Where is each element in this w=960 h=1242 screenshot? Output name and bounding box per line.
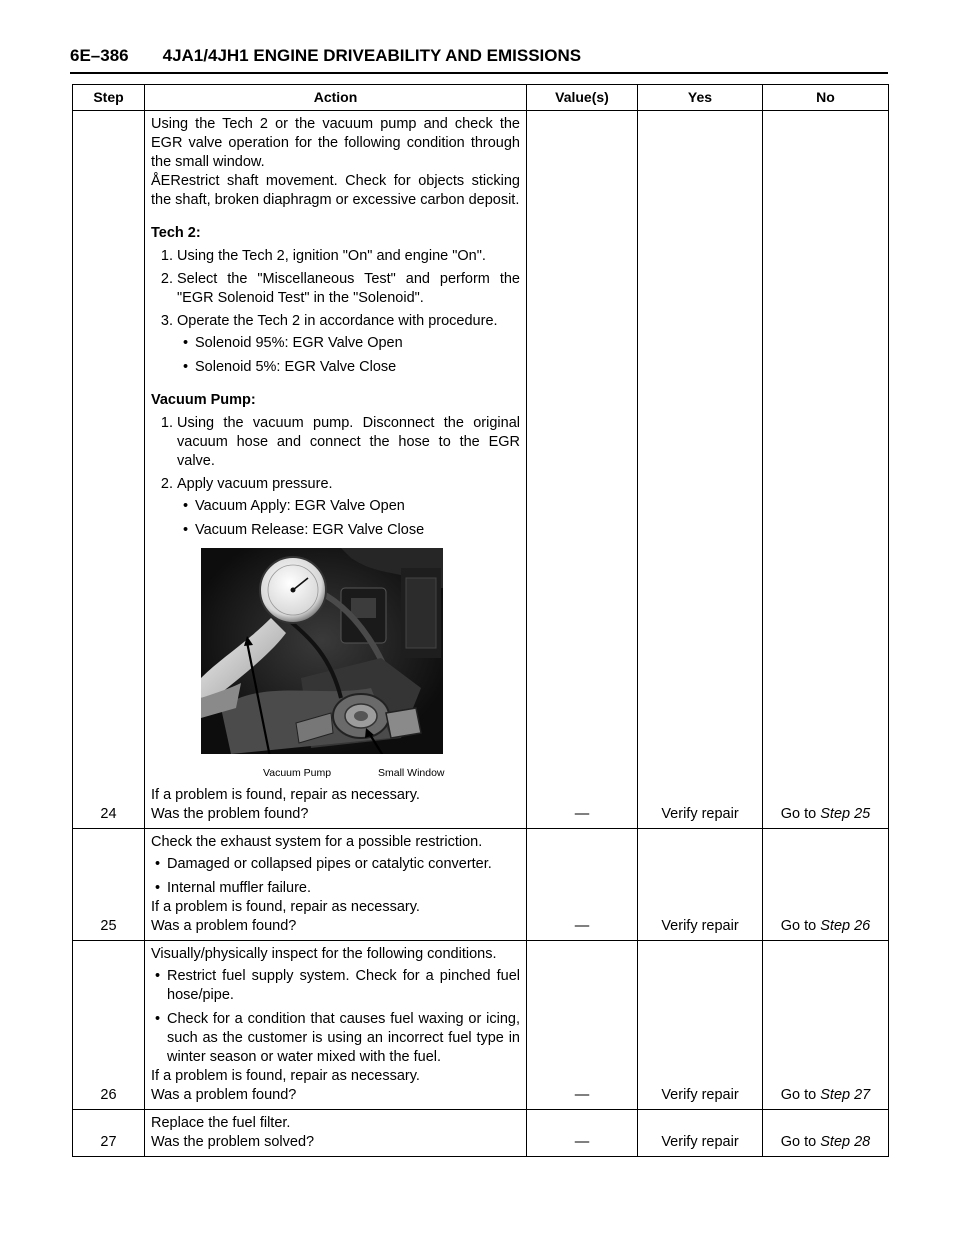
value-cell: — bbox=[527, 941, 638, 1110]
action-restrict-note: ÅERestrict shaft movement. Check for objects sticking the shaft, broken diaphragm or excessive carbon deposit. bbox=[151, 173, 520, 208]
list-item bbox=[177, 475, 520, 540]
list-item: • Check for a condition that causes fuel waxing or icing, such as the customer is using an incorrect fuel type in winter season or water mixed with the fuel. bbox=[167, 1010, 520, 1067]
question: Was the problem found? bbox=[151, 806, 309, 822]
table-row-step-27 bbox=[73, 1110, 889, 1157]
list-item bbox=[177, 312, 520, 377]
question: Was a problem found? bbox=[151, 1087, 297, 1103]
next-step-link: Step 25 bbox=[820, 806, 871, 822]
list-item-text: Operate the Tech 2 in accordance with procedure. bbox=[177, 313, 498, 329]
no-prefix: Go to bbox=[780, 806, 821, 822]
list-item: 1. Using the vacuum pump. Disconnect the original vacuum hose and connect the hose to the EGR valve. bbox=[177, 414, 520, 471]
vacuum-pump-label: Vacuum Pump bbox=[263, 767, 332, 779]
list-item: • Solenoid 95%: EGR Valve Open bbox=[195, 334, 520, 353]
table-row-step-26 bbox=[73, 941, 889, 1110]
header-rule bbox=[70, 72, 888, 74]
tech2-heading: Tech 2: bbox=[151, 225, 201, 241]
question: Was a problem found? bbox=[151, 918, 297, 934]
page-title: 4JA1/4JH1 ENGINE DRIVEABILITY AND EMISSIONS bbox=[162, 46, 582, 65]
col-header-values: Value(s) bbox=[527, 85, 638, 111]
repair-note: If a problem is found, repair as necessary. bbox=[151, 787, 420, 803]
list-item: • Vacuum Release: EGR Valve Close bbox=[195, 521, 520, 540]
no-cell bbox=[763, 941, 889, 1110]
value-cell: — bbox=[527, 111, 638, 829]
list-item: • Vacuum Apply: EGR Valve Open bbox=[195, 497, 520, 516]
tech2-bullets bbox=[177, 334, 520, 377]
action-intro: Using the Tech 2 or the vacuum pump and check the EGR valve operation for the following condition through the small window. bbox=[151, 116, 520, 170]
page-code: 6E–386 bbox=[70, 46, 129, 65]
tech2-steps bbox=[151, 247, 520, 377]
no-prefix: Go to bbox=[780, 918, 821, 934]
list-item: • Internal muffler failure. bbox=[167, 879, 520, 898]
next-step-link: Step 28 bbox=[820, 1134, 871, 1150]
egr-valve-photo bbox=[201, 548, 443, 754]
yes-cell: Verify repair bbox=[638, 829, 763, 941]
no-prefix: Go to bbox=[780, 1134, 821, 1150]
action-intro: Check the exhaust system for a possible restriction. bbox=[151, 834, 483, 850]
col-header-step: Step bbox=[73, 85, 145, 111]
yes-cell: Verify repair bbox=[638, 111, 763, 829]
no-cell bbox=[763, 111, 889, 829]
next-step-link: Step 26 bbox=[820, 918, 871, 934]
table-row-step-25 bbox=[73, 829, 889, 941]
no-cell bbox=[763, 829, 889, 941]
list-item-text: Apply vacuum pressure. bbox=[177, 476, 333, 492]
action-cell bbox=[145, 941, 527, 1110]
action-intro: Visually/physically inspect for the following conditions. bbox=[151, 946, 497, 962]
egr-figure bbox=[193, 548, 463, 784]
action-bullets bbox=[151, 967, 520, 1067]
small-window-label: Small Window bbox=[378, 767, 445, 779]
yes-cell: Verify repair bbox=[638, 941, 763, 1110]
list-item: 1. Using the Tech 2, ignition "On" and engine "On". bbox=[177, 247, 520, 266]
next-step-link: Step 27 bbox=[820, 1087, 871, 1103]
vacuum-steps bbox=[151, 414, 520, 540]
no-prefix: Go to bbox=[780, 1087, 821, 1103]
value-cell: — bbox=[527, 829, 638, 941]
table-row-step-24 bbox=[73, 111, 889, 829]
step-number: 26 bbox=[73, 941, 145, 1110]
col-header-no: No bbox=[763, 85, 889, 111]
step-number: 25 bbox=[73, 829, 145, 941]
action-cell bbox=[145, 1110, 527, 1157]
action-bullets bbox=[151, 855, 520, 898]
repair-note: If a problem is found, repair as necessary. bbox=[151, 1068, 420, 1084]
table-header-row bbox=[73, 85, 889, 111]
yes-cell: Verify repair bbox=[638, 1110, 763, 1157]
col-header-yes: Yes bbox=[638, 85, 763, 111]
list-item: 2. Select the "Miscellaneous Test" and perform the "EGR Solenoid Test" in the "Solenoid". bbox=[177, 270, 520, 308]
question: Was the problem solved? bbox=[151, 1134, 315, 1150]
col-header-action: Action bbox=[145, 85, 527, 111]
no-cell bbox=[763, 1110, 889, 1157]
list-item: • Damaged or collapsed pipes or catalytic converter. bbox=[167, 855, 520, 874]
step-number: 27 bbox=[73, 1110, 145, 1157]
diagnostic-table bbox=[72, 84, 889, 1157]
vacuum-bullets bbox=[177, 497, 520, 540]
vacuum-heading: Vacuum Pump: bbox=[151, 392, 256, 408]
list-item: • Solenoid 5%: EGR Valve Close bbox=[195, 358, 520, 377]
action-intro: Replace the fuel filter. bbox=[151, 1115, 291, 1131]
action-cell bbox=[145, 829, 527, 941]
list-item: • Restrict fuel supply system. Check for a pinched fuel hose/pipe. bbox=[167, 967, 520, 1005]
page-header bbox=[70, 46, 581, 66]
repair-note: If a problem is found, repair as necessary. bbox=[151, 899, 420, 915]
action-cell bbox=[145, 111, 527, 829]
value-cell: — bbox=[527, 1110, 638, 1157]
step-number: 24 bbox=[73, 111, 145, 829]
